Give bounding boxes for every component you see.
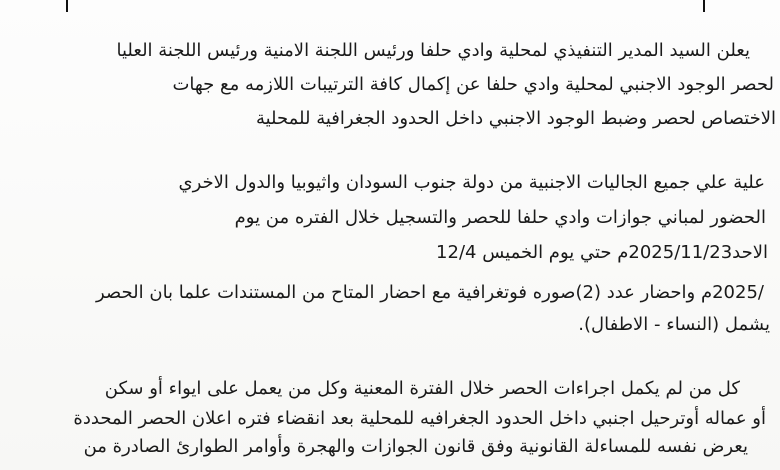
frame-rule-left: [66, 0, 68, 12]
text-line: يعرض نفسه للمساءلة القانونية وفق قانون الجوازات والهجرة وأوامر الطوارئ الصادرة من: [83, 436, 748, 457]
text-line: علية علي جميع الجاليات الاجنبية من دولة جنوب السودان واثيوبيا والدول الاخري: [178, 172, 765, 193]
text-line: يشمل (النساء - الاطفال).: [578, 314, 770, 335]
text-line: الاختصاص لحصر وضبط الوجود الاجنبي داخل الحدود الجغرافية للمحلية: [255, 108, 776, 129]
text-line: يعلن السيد المدير التنفيذي لمحلية وادي حلفا ورئيس اللجنة الامنية ورئيس اللجنة العليا: [116, 40, 750, 61]
text-line: أو عماله أوترحيل اجنبي داخل الحدود الجغرافيه للمحلية بعد انقضاء فتره اعلان الحصر المحددة: [73, 408, 766, 429]
text-line: لحصر الوجود الاجنبي لمحلية وادي حلفا عن إكمال كافة الترتيبات اللازمه مع جهات: [172, 74, 774, 95]
text-line: كل من لم يكمل اجراءات الحصر خلال الفترة المعنية وكل من يعمل على ايواء أو سكن: [104, 378, 740, 399]
text-line: الحضور لمباني جوازات وادي حلفا للحصر والتسجيل خلال الفتره من يوم: [234, 207, 766, 228]
frame-rule-right: [703, 0, 705, 12]
text-line: /2025م واحضار عدد (2)صوره فوتغرافية مع احضار المتاح من المستندات علما بان الحصر: [95, 282, 764, 303]
text-line: الاحد2025/11/23م حتي يوم الخميس 12/4: [436, 242, 768, 263]
